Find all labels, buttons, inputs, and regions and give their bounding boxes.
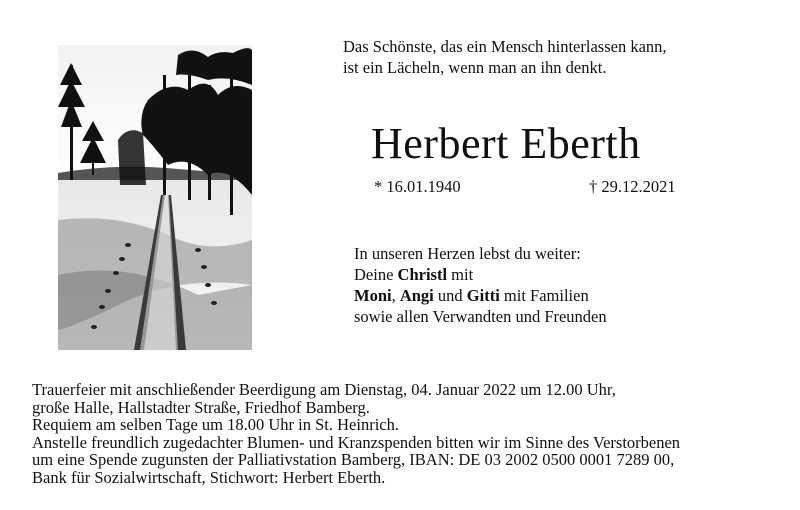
info-line: Trauerfeier mit anschließender Beerdigung am Dienstag, 04. Januar 2022 um 12.00 Uhr,	[32, 380, 616, 399]
info-line: Requiem am selben Tage um 18.00 Uhr in St. Heinrich.	[32, 415, 399, 435]
mourners-sep-2: und	[433, 286, 467, 305]
mourners-block	[354, 243, 774, 327]
mourners-line-3-suffix: mit Familien	[499, 286, 589, 305]
death-date: † 29.12.2021	[589, 177, 676, 196]
mourners-sep-1: ,	[391, 286, 400, 305]
quote-line-1: Das Schönste, das ein Mensch hinterlassen kann,	[343, 37, 667, 56]
info-line: Anstelle freundlich zugedachter Blumen- und Kranzspenden bitten wir im Sinne des Verstorbenen	[32, 432, 681, 452]
mourner-name-angi: Angi	[399, 286, 434, 305]
mourners-line-2-suffix: mit	[447, 265, 474, 284]
memorial-quote	[343, 36, 763, 78]
winter-landscape-photo	[58, 45, 252, 350]
mourners-line-1: In unseren Herzen lebst du weiter:	[354, 244, 581, 263]
mourner-name-christl: Christl	[397, 265, 448, 284]
birth-date: * 16.01.1940	[374, 177, 461, 196]
mourners-line-3	[354, 285, 774, 306]
info-line: um eine Spende zugunsten der Palliativstation Bamberg, IBAN: DE 03 2002 0500 0001 7289 00,	[32, 450, 675, 470]
quote-line-2: ist ein Lächeln, wenn man an ihn denkt.	[343, 58, 607, 77]
mourner-name-moni: Moni	[354, 286, 392, 305]
mourner-name-gitti: Gitti	[466, 286, 500, 305]
info-line: Bank für Sozialwirtschaft, Stichwort: Herbert Eberth.	[32, 467, 386, 487]
mourners-line-2-prefix: Deine	[354, 265, 398, 284]
info-line: große Halle, Hallstadter Straße, Friedhof Bamberg.	[32, 397, 370, 417]
mourners-line-2	[354, 264, 774, 285]
mourners-line-4: sowie allen Verwandten und Freunden	[354, 307, 607, 326]
deceased-name: Herbert Eberth	[371, 119, 641, 168]
funeral-info	[32, 381, 792, 487]
